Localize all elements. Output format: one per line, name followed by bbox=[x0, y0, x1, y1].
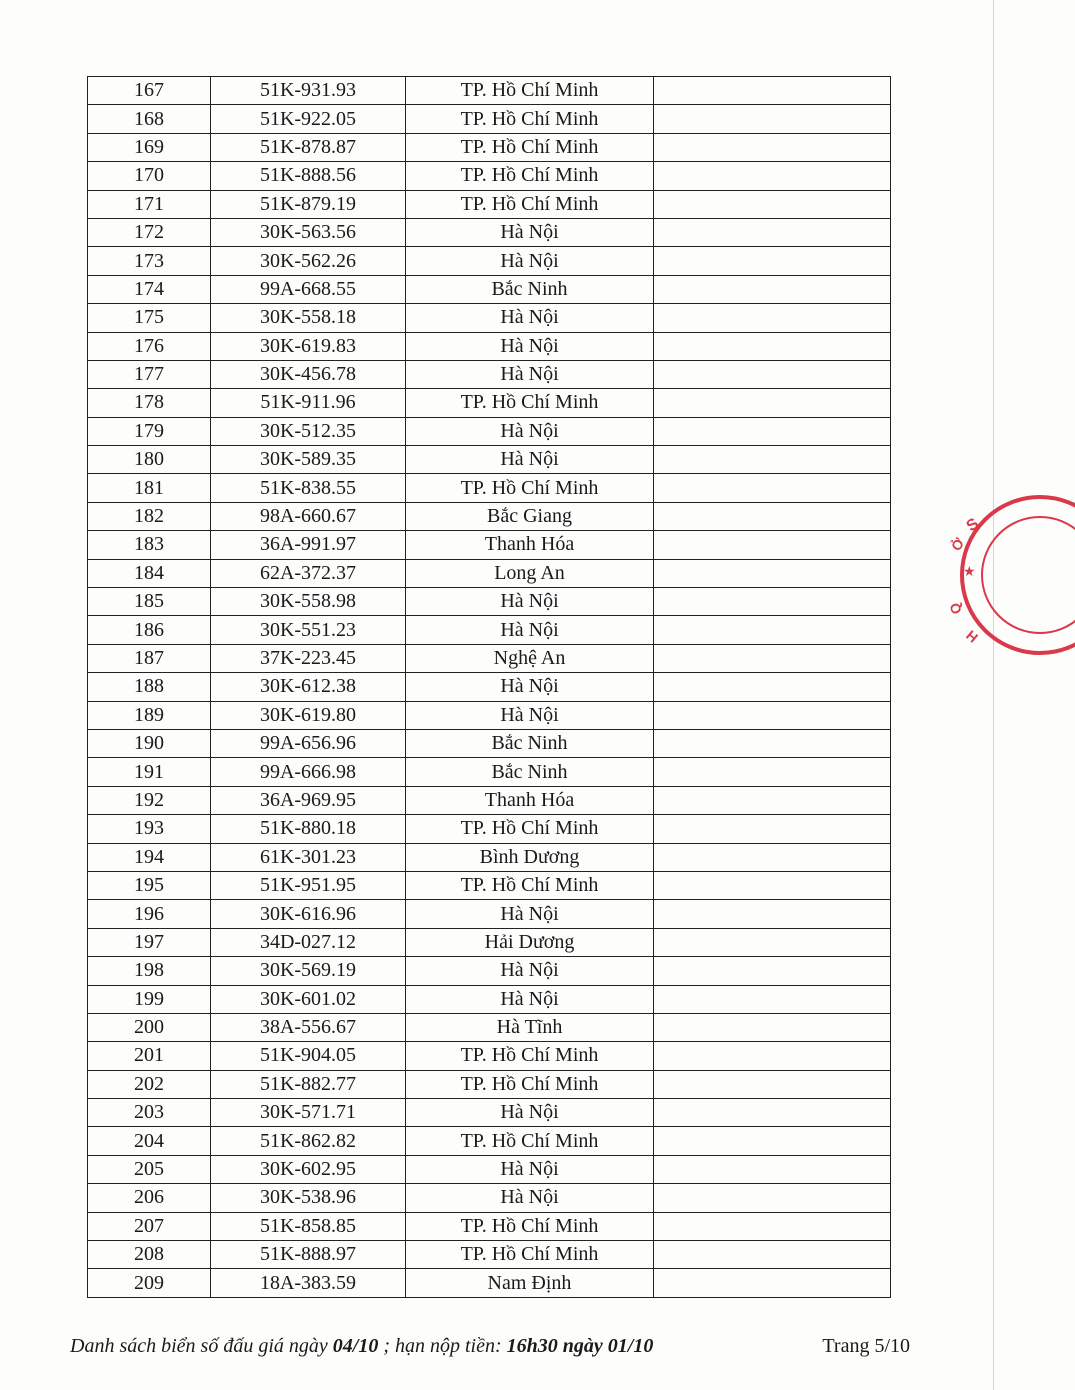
cell-province: TP. Hồ Chí Minh bbox=[406, 1042, 654, 1070]
cell-plate-number: 30K-569.19 bbox=[211, 957, 406, 985]
cell-plate-number: 99A-666.98 bbox=[211, 758, 406, 786]
cell-blank bbox=[654, 1013, 891, 1041]
table-row bbox=[88, 729, 891, 757]
stamp-letter: H bbox=[962, 627, 981, 646]
cell-plate-number: 99A-656.96 bbox=[211, 729, 406, 757]
cell-province: TP. Hồ Chí Minh bbox=[406, 1212, 654, 1240]
cell-plate-number: 34D-027.12 bbox=[211, 928, 406, 956]
cell-blank bbox=[654, 559, 891, 587]
table-row bbox=[88, 701, 891, 729]
cell-province: TP. Hồ Chí Minh bbox=[406, 1241, 654, 1269]
cell-index: 209 bbox=[88, 1269, 211, 1297]
cell-blank bbox=[654, 1241, 891, 1269]
footer-note bbox=[70, 1335, 653, 1358]
table-row bbox=[88, 815, 891, 843]
cell-plate-number: 30K-563.56 bbox=[211, 218, 406, 246]
plate-list-body bbox=[88, 77, 891, 1298]
cell-province: Nghệ An bbox=[406, 644, 654, 672]
cell-index: 185 bbox=[88, 588, 211, 616]
cell-province: Hà Nội bbox=[406, 701, 654, 729]
cell-index: 178 bbox=[88, 389, 211, 417]
cell-province: TP. Hồ Chí Minh bbox=[406, 190, 654, 218]
cell-plate-number: 51K-882.77 bbox=[211, 1070, 406, 1098]
cell-province: Nam Định bbox=[406, 1269, 654, 1297]
cell-province: TP. Hồ Chí Minh bbox=[406, 1127, 654, 1155]
cell-province: TP. Hồ Chí Minh bbox=[406, 389, 654, 417]
cell-province: Hà Nội bbox=[406, 417, 654, 445]
cell-province: TP. Hồ Chí Minh bbox=[406, 871, 654, 899]
cell-index: 197 bbox=[88, 928, 211, 956]
cell-province: Hà Nội bbox=[406, 332, 654, 360]
cell-plate-number: 38A-556.67 bbox=[211, 1013, 406, 1041]
cell-blank bbox=[654, 644, 891, 672]
cell-province: Hà Nội bbox=[406, 957, 654, 985]
cell-index: 181 bbox=[88, 474, 211, 502]
cell-index: 207 bbox=[88, 1212, 211, 1240]
stamp-inner-ring bbox=[982, 517, 1075, 633]
cell-blank bbox=[654, 758, 891, 786]
table-row bbox=[88, 162, 891, 190]
cell-plate-number: 30K-562.26 bbox=[211, 247, 406, 275]
table-row bbox=[88, 616, 891, 644]
cell-plate-number: 30K-512.35 bbox=[211, 417, 406, 445]
cell-blank bbox=[654, 247, 891, 275]
cell-blank bbox=[654, 1042, 891, 1070]
cell-blank bbox=[654, 446, 891, 474]
table-row bbox=[88, 247, 891, 275]
table-row bbox=[88, 900, 891, 928]
cell-index: 188 bbox=[88, 673, 211, 701]
cell-province: TP. Hồ Chí Minh bbox=[406, 1070, 654, 1098]
cell-index: 202 bbox=[88, 1070, 211, 1098]
cell-blank bbox=[654, 389, 891, 417]
cell-blank bbox=[654, 701, 891, 729]
cell-index: 193 bbox=[88, 815, 211, 843]
plate-list-table bbox=[87, 76, 891, 1298]
cell-index: 177 bbox=[88, 360, 211, 388]
cell-plate-number: 61K-301.23 bbox=[211, 843, 406, 871]
cell-index: 199 bbox=[88, 985, 211, 1013]
cell-blank bbox=[654, 729, 891, 757]
cell-province: Thanh Hóa bbox=[406, 531, 654, 559]
cell-province: TP. Hồ Chí Minh bbox=[406, 133, 654, 161]
cell-blank bbox=[654, 588, 891, 616]
stamp-letter: Q bbox=[946, 600, 965, 617]
page-number: Trang 5/10 bbox=[822, 1335, 910, 1357]
cell-index: 170 bbox=[88, 162, 211, 190]
table-row bbox=[88, 1013, 891, 1041]
cell-plate-number: 62A-372.37 bbox=[211, 559, 406, 587]
cell-index: 169 bbox=[88, 133, 211, 161]
cell-index: 201 bbox=[88, 1042, 211, 1070]
cell-province: Hà Nội bbox=[406, 673, 654, 701]
cell-province: TP. Hồ Chí Minh bbox=[406, 105, 654, 133]
table-row bbox=[88, 588, 891, 616]
cell-plate-number: 30K-601.02 bbox=[211, 985, 406, 1013]
cell-blank bbox=[654, 843, 891, 871]
cell-index: 182 bbox=[88, 502, 211, 530]
cell-index: 192 bbox=[88, 786, 211, 814]
table-row bbox=[88, 1212, 891, 1240]
cell-blank bbox=[654, 77, 891, 105]
table-row bbox=[88, 1241, 891, 1269]
cell-plate-number: 51K-838.55 bbox=[211, 474, 406, 502]
table-row bbox=[88, 531, 891, 559]
cell-blank bbox=[654, 616, 891, 644]
table-row bbox=[88, 474, 891, 502]
cell-plate-number: 51K-951.95 bbox=[211, 871, 406, 899]
table-row bbox=[88, 133, 891, 161]
cell-plate-number: 30K-538.96 bbox=[211, 1184, 406, 1212]
cell-plate-number: 30K-571.71 bbox=[211, 1099, 406, 1127]
cell-province: TP. Hồ Chí Minh bbox=[406, 77, 654, 105]
cell-plate-number: 51K-911.96 bbox=[211, 389, 406, 417]
cell-blank bbox=[654, 957, 891, 985]
cell-plate-number: 30K-551.23 bbox=[211, 616, 406, 644]
cell-index: 187 bbox=[88, 644, 211, 672]
cell-index: 168 bbox=[88, 105, 211, 133]
footer-auction-date: 04/10 bbox=[332, 1335, 379, 1357]
cell-province: Hà Nội bbox=[406, 218, 654, 246]
cell-province: Bắc Ninh bbox=[406, 758, 654, 786]
table-row bbox=[88, 871, 891, 899]
cell-plate-number: 51K-888.56 bbox=[211, 162, 406, 190]
table-row bbox=[88, 985, 891, 1013]
cell-index: 183 bbox=[88, 531, 211, 559]
cell-plate-number: 30K-589.35 bbox=[211, 446, 406, 474]
cell-blank bbox=[654, 815, 891, 843]
cell-plate-number: 51K-922.05 bbox=[211, 105, 406, 133]
cell-plate-number: 51K-904.05 bbox=[211, 1042, 406, 1070]
cell-province: Hà Nội bbox=[406, 985, 654, 1013]
cell-index: 184 bbox=[88, 559, 211, 587]
table-row bbox=[88, 190, 891, 218]
cell-index: 171 bbox=[88, 190, 211, 218]
table-row bbox=[88, 218, 891, 246]
cell-province: Hà Nội bbox=[406, 446, 654, 474]
cell-index: 194 bbox=[88, 843, 211, 871]
cell-index: 179 bbox=[88, 417, 211, 445]
cell-blank bbox=[654, 900, 891, 928]
cell-blank bbox=[654, 928, 891, 956]
table-row bbox=[88, 77, 891, 105]
cell-province: Hà Nội bbox=[406, 1099, 654, 1127]
cell-plate-number: 51K-879.19 bbox=[211, 190, 406, 218]
stamp-letter: S bbox=[963, 515, 983, 536]
cell-index: 190 bbox=[88, 729, 211, 757]
cell-index: 189 bbox=[88, 701, 211, 729]
cell-province: TP. Hồ Chí Minh bbox=[406, 474, 654, 502]
cell-province: TP. Hồ Chí Minh bbox=[406, 815, 654, 843]
cell-plate-number: 98A-660.67 bbox=[211, 502, 406, 530]
cell-province: Hà Tĩnh bbox=[406, 1013, 654, 1041]
cell-index: 195 bbox=[88, 871, 211, 899]
cell-plate-number: 30K-602.95 bbox=[211, 1155, 406, 1183]
table-row bbox=[88, 304, 891, 332]
cell-index: 203 bbox=[88, 1099, 211, 1127]
cell-blank bbox=[654, 1212, 891, 1240]
cell-blank bbox=[654, 1155, 891, 1183]
cell-blank bbox=[654, 360, 891, 388]
table-row bbox=[88, 957, 891, 985]
cell-index: 191 bbox=[88, 758, 211, 786]
table-row bbox=[88, 417, 891, 445]
cell-blank bbox=[654, 985, 891, 1013]
table-row bbox=[88, 1042, 891, 1070]
cell-blank bbox=[654, 1269, 891, 1297]
cell-province: Hà Nội bbox=[406, 588, 654, 616]
cell-index: 204 bbox=[88, 1127, 211, 1155]
cell-index: 174 bbox=[88, 275, 211, 303]
cell-province: Hải Dương bbox=[406, 928, 654, 956]
cell-province: Long An bbox=[406, 559, 654, 587]
cell-blank bbox=[654, 190, 891, 218]
cell-index: 208 bbox=[88, 1241, 211, 1269]
cell-plate-number: 51K-931.93 bbox=[211, 77, 406, 105]
cell-plate-number: 36A-991.97 bbox=[211, 531, 406, 559]
cell-province: Hà Nội bbox=[406, 360, 654, 388]
footer-prefix: Danh sách biển số đấu giá ngày bbox=[70, 1335, 328, 1357]
cell-province: Hà Nội bbox=[406, 616, 654, 644]
cell-plate-number: 51K-878.87 bbox=[211, 133, 406, 161]
cell-province: TP. Hồ Chí Minh bbox=[406, 162, 654, 190]
cell-plate-number: 30K-558.18 bbox=[211, 304, 406, 332]
cell-blank bbox=[654, 786, 891, 814]
cell-plate-number: 51K-862.82 bbox=[211, 1127, 406, 1155]
table-row bbox=[88, 105, 891, 133]
cell-blank bbox=[654, 417, 891, 445]
cell-blank bbox=[654, 531, 891, 559]
cell-blank bbox=[654, 1127, 891, 1155]
table-row bbox=[88, 843, 891, 871]
cell-blank bbox=[654, 1099, 891, 1127]
cell-province: Hà Nội bbox=[406, 1155, 654, 1183]
table-row bbox=[88, 1155, 891, 1183]
cell-index: 200 bbox=[88, 1013, 211, 1041]
cell-province: Hà Nội bbox=[406, 247, 654, 275]
table-row bbox=[88, 1184, 891, 1212]
table-row bbox=[88, 928, 891, 956]
table-row bbox=[88, 673, 891, 701]
cell-blank bbox=[654, 133, 891, 161]
cell-blank bbox=[654, 1184, 891, 1212]
cell-index: 205 bbox=[88, 1155, 211, 1183]
cell-province: Bắc Giang bbox=[406, 502, 654, 530]
cell-blank bbox=[654, 502, 891, 530]
red-seal-stamp bbox=[946, 490, 1075, 660]
table-row bbox=[88, 758, 891, 786]
cell-blank bbox=[654, 275, 891, 303]
cell-blank bbox=[654, 162, 891, 190]
table-row bbox=[88, 332, 891, 360]
table-row bbox=[88, 502, 891, 530]
table-row bbox=[88, 559, 891, 587]
cell-plate-number: 51K-858.85 bbox=[211, 1212, 406, 1240]
cell-index: 175 bbox=[88, 304, 211, 332]
page-edge bbox=[993, 0, 994, 1390]
cell-blank bbox=[654, 474, 891, 502]
cell-province: Thanh Hóa bbox=[406, 786, 654, 814]
cell-province: Hà Nội bbox=[406, 900, 654, 928]
cell-blank bbox=[654, 332, 891, 360]
cell-index: 180 bbox=[88, 446, 211, 474]
cell-plate-number: 30K-619.80 bbox=[211, 701, 406, 729]
cell-province: Hà Nội bbox=[406, 1184, 654, 1212]
cell-blank bbox=[654, 673, 891, 701]
cell-plate-number: 30K-558.98 bbox=[211, 588, 406, 616]
stamp-star-icon: ★ bbox=[963, 564, 976, 580]
cell-blank bbox=[654, 105, 891, 133]
cell-index: 206 bbox=[88, 1184, 211, 1212]
cell-blank bbox=[654, 304, 891, 332]
cell-index: 198 bbox=[88, 957, 211, 985]
cell-index: 173 bbox=[88, 247, 211, 275]
cell-plate-number: 37K-223.45 bbox=[211, 644, 406, 672]
cell-plate-number: 51K-880.18 bbox=[211, 815, 406, 843]
table-row bbox=[88, 275, 891, 303]
table-row bbox=[88, 446, 891, 474]
stamp-letter: Ở bbox=[947, 535, 968, 554]
table-row bbox=[88, 1099, 891, 1127]
footer-deadline: 16h30 ngày 01/10 bbox=[506, 1335, 654, 1357]
table-row bbox=[88, 1070, 891, 1098]
table-row bbox=[88, 389, 891, 417]
cell-plate-number: 30K-616.96 bbox=[211, 900, 406, 928]
cell-index: 186 bbox=[88, 616, 211, 644]
cell-province: Bắc Ninh bbox=[406, 729, 654, 757]
cell-index: 172 bbox=[88, 218, 211, 246]
cell-plate-number: 30K-619.83 bbox=[211, 332, 406, 360]
cell-blank bbox=[654, 218, 891, 246]
cell-plate-number: 51K-888.97 bbox=[211, 1241, 406, 1269]
table-row bbox=[88, 360, 891, 388]
cell-province: Hà Nội bbox=[406, 304, 654, 332]
table-row bbox=[88, 1127, 891, 1155]
cell-plate-number: 36A-969.95 bbox=[211, 786, 406, 814]
table-row bbox=[88, 644, 891, 672]
cell-blank bbox=[654, 871, 891, 899]
cell-province: Bình Dương bbox=[406, 843, 654, 871]
cell-province: Bắc Ninh bbox=[406, 275, 654, 303]
cell-plate-number: 30K-456.78 bbox=[211, 360, 406, 388]
table-row bbox=[88, 786, 891, 814]
cell-blank bbox=[654, 1070, 891, 1098]
footer-separator: ; hạn nộp tiền: bbox=[383, 1335, 502, 1357]
cell-plate-number: 30K-612.38 bbox=[211, 673, 406, 701]
cell-plate-number: 18A-383.59 bbox=[211, 1269, 406, 1297]
cell-plate-number: 99A-668.55 bbox=[211, 275, 406, 303]
table-row bbox=[88, 1269, 891, 1297]
cell-index: 196 bbox=[88, 900, 211, 928]
cell-index: 167 bbox=[88, 77, 211, 105]
cell-index: 176 bbox=[88, 332, 211, 360]
